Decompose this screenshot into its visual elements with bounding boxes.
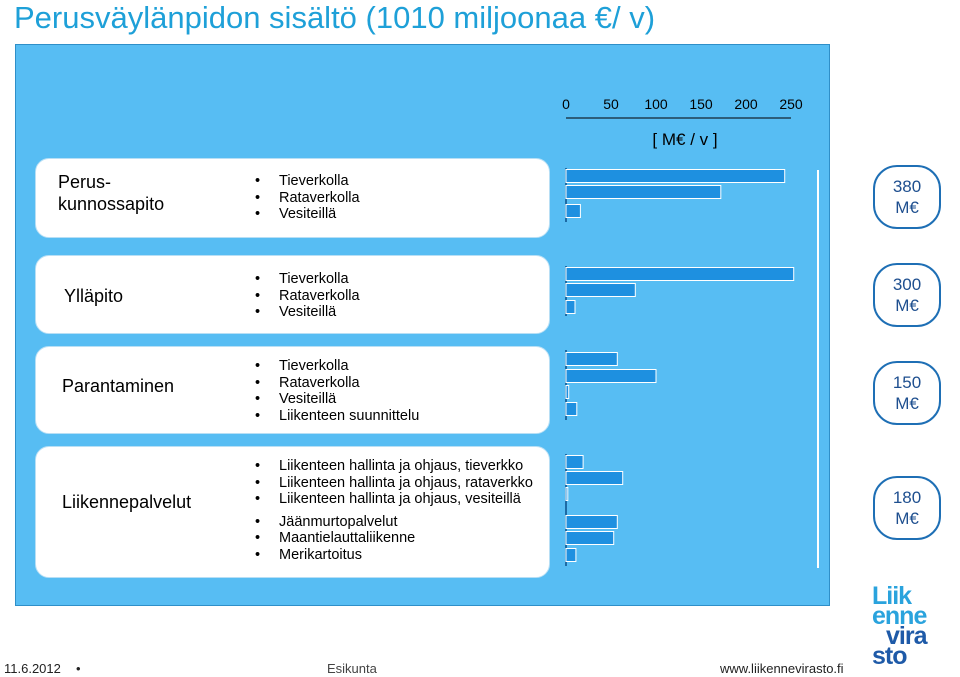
page-title: Perusväylänpidon sisältö (1010 miljoonaa €/ v) [14,0,656,35]
category-label-liikennepalvelut: Liikennepalvelut [62,492,192,512]
x-tick-label: 100 [644,96,668,112]
list-item: • Merikartoitus [255,547,533,564]
total-badge-yllapito: 300 M€ [873,263,941,327]
bar [566,516,617,529]
footer-center: Esikunta [327,661,377,676]
total-badge-parantaminen: 150 M€ [873,361,941,425]
list-item: • Rataverkolla [255,288,360,305]
list-item: • Liikenteen suunnittelu [255,408,419,425]
bar [566,353,617,366]
category-label-parantaminen: Parantaminen [62,376,175,396]
bar [566,549,576,562]
list-item: • Rataverkolla [255,190,360,207]
list-item: • Tieverkolla [255,173,360,190]
list-item: • Rataverkolla [255,375,419,392]
list-item: • Tieverkolla [255,358,419,375]
liikennevirasto-logo: Liik enne vira sto [872,582,927,670]
list-item: • Vesiteillä [255,206,360,223]
bar [566,284,635,297]
bar [566,186,721,199]
list-item: • Vesiteillä [255,304,360,321]
x-tick-label: 200 [734,96,758,112]
x-tick-label: 250 [779,96,803,112]
bar [566,532,614,545]
axis-unit-label: [ M€ / v ] [652,130,718,149]
total-badge-liikennepalvelut: 180 M€ [873,476,941,540]
category-label-peruskunnossapito: Perus- kunnossapito [58,172,165,214]
list-item: • Liikenteen hallinta ja ohjaus, rataverkko [255,475,533,492]
bar [566,456,583,469]
bar [566,268,794,281]
x-tick-label: 0 [562,96,570,112]
x-tick-label: 150 [689,96,713,112]
list-item: • Jäänmurtopalvelut [255,514,533,531]
bar [566,301,575,314]
total-badge-peruskunnossapito: 380 M€ [873,165,941,229]
footer-bullet: • [76,661,81,676]
bar [566,488,568,501]
bar [566,472,623,485]
footer-url: www.liikennevirasto.fi [720,661,844,676]
bar [566,403,577,416]
list-item: • Vesiteillä [255,391,419,408]
list-item: • Liikenteen hallinta ja ohjaus, tieverkko [255,458,533,475]
bar [566,370,656,383]
list-item: • Liikenteen hallinta ja ohjaus, vesiteillä [255,491,533,508]
bar [566,170,785,183]
x-tick-label: 50 [603,96,619,112]
list-item: • Tieverkolla [255,271,360,288]
list-item: • Maantielauttaliikenne [255,530,533,547]
bar [566,205,580,218]
bar [566,386,569,399]
footer-date: 11.6.2012 [4,661,61,676]
category-label-yllapito: Ylläpito [64,286,124,306]
